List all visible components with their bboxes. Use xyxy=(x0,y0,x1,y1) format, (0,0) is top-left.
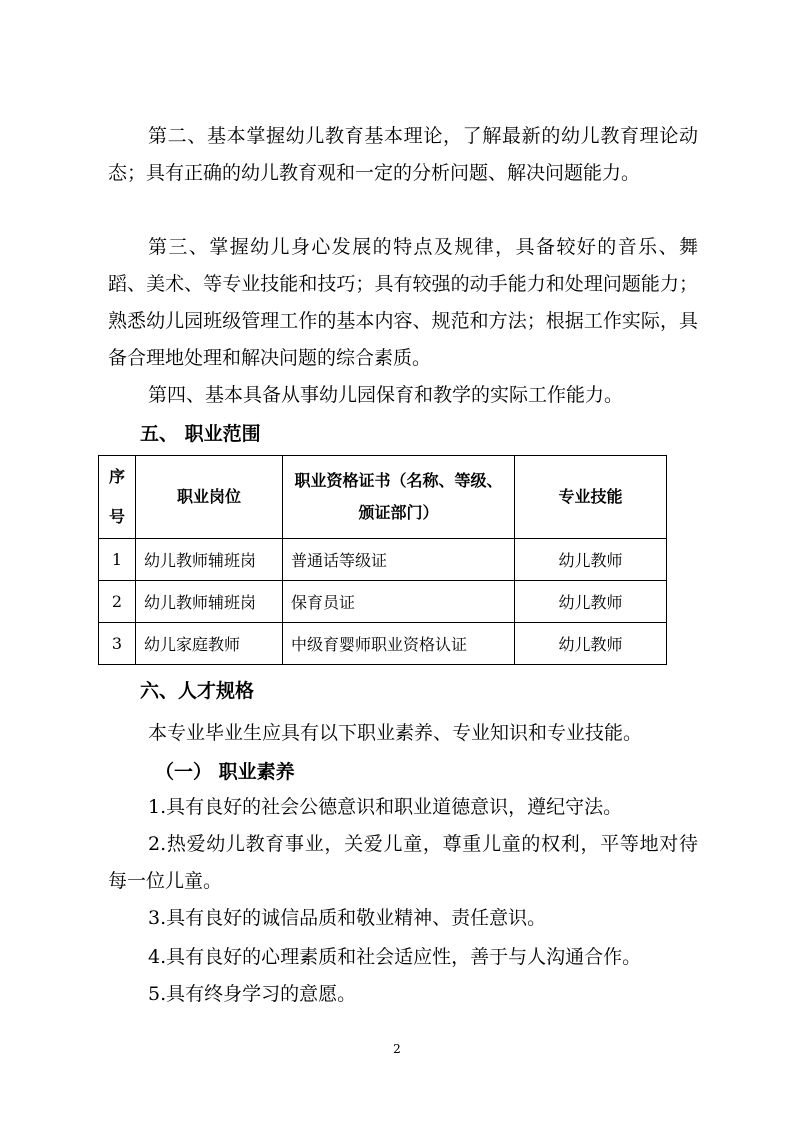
section-heading-career-scope: 五、 职业范围 xyxy=(140,423,261,445)
paragraph-intro: 本专业毕业生应具有以下职业素养、专业知识和专业技能。 xyxy=(148,722,643,744)
section-heading-talent-spec: 六、人才规格 xyxy=(140,680,255,702)
table-row xyxy=(99,539,667,581)
cell-post: 幼儿教师辅班岗 xyxy=(136,539,283,581)
cell-skill: 幼儿教师 xyxy=(515,581,667,623)
list-item: 2.热爱幼儿教育事业，关爱儿童，尊重儿童的权利，平等地对待每一位儿童。 xyxy=(108,833,698,892)
cell-certificate: 中级育婴师职业资格认证 xyxy=(283,623,515,665)
paragraph-fourth: 第四、基本具备从事幼儿园保育和教学的实际工作能力。 xyxy=(148,384,624,406)
paragraph-second: 第二、基本掌握幼儿教育基本理论，了解最新的幼儿教育理论动态；具有正确的幼儿教育观和一定的分析问题、解决问题能力。 xyxy=(108,125,698,184)
cell-number: 3 xyxy=(99,623,136,665)
cell-skill: 幼儿教师 xyxy=(515,539,667,581)
header-certificate-line1: 职业资格证书（名称、等级、 xyxy=(294,471,503,490)
cell-post: 幼儿教师辅班岗 xyxy=(136,581,283,623)
sub-heading-professional-quality: （一） 职业素养 xyxy=(155,761,295,783)
list-item: 4.具有良好的心理素质和社会适应性，善于与人沟通合作。 xyxy=(148,946,642,968)
header-skill: 专业技能 xyxy=(515,456,667,539)
header-number-line2: 号 xyxy=(108,507,125,526)
paragraph-third: 第三、掌握幼儿身心发展的特点及规律，具备较好的音乐、舞蹈、美术、等专业技能和技巧；具有较强的动手能力和处理问题能力；熟悉幼儿园班级管理工作的基本内容、规范和方法；根据工作实际，具备合理地处理和解决问题的综合素质。 xyxy=(108,236,698,369)
table-header-row xyxy=(99,456,667,539)
cell-skill: 幼儿教师 xyxy=(515,623,667,665)
header-number-line1: 序 xyxy=(108,467,125,486)
header-post: 职业岗位 xyxy=(136,456,283,539)
header-certificate-line2: 颁证部门） xyxy=(358,503,439,522)
list-item: 1.具有良好的社会公德意识和职业道德意识，遵纪守法。 xyxy=(148,796,623,818)
page-number: 2 xyxy=(393,1042,401,1056)
list-item: 5.具有终身学习的意愿。 xyxy=(148,983,357,1005)
list-item: 3.具有良好的诚信品质和敬业精神、责任意识。 xyxy=(148,907,547,929)
header-number xyxy=(99,456,136,539)
table-row xyxy=(99,581,667,623)
career-scope-table xyxy=(98,455,667,665)
table-row xyxy=(99,623,667,665)
cell-certificate: 普通话等级证 xyxy=(283,539,515,581)
cell-post: 幼儿家庭教师 xyxy=(136,623,283,665)
cell-number: 1 xyxy=(99,539,136,581)
cell-number: 2 xyxy=(99,581,136,623)
cell-certificate: 保育员证 xyxy=(283,581,515,623)
header-certificate xyxy=(283,456,515,539)
